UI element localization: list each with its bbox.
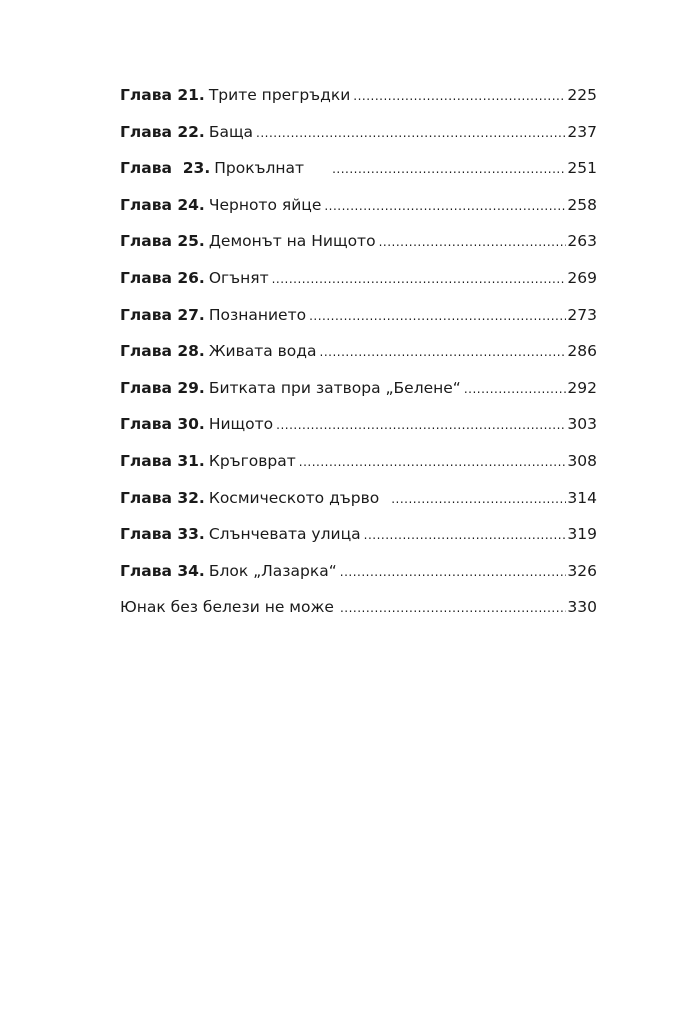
chapter-number: Глава 25. bbox=[120, 232, 205, 251]
dot-leader bbox=[332, 163, 566, 175]
chapter-title: Юнак без белези не може bbox=[120, 598, 334, 617]
toc-entry-32[interactable] bbox=[120, 488, 597, 528]
chapter-title: Битката при затвора „Белене“ bbox=[208, 378, 461, 397]
chapter-number: Глава 23. bbox=[120, 159, 211, 178]
dot-leader bbox=[464, 383, 567, 395]
toc-entry-34[interactable] bbox=[120, 561, 597, 601]
chapter-title: Познанието bbox=[208, 305, 307, 324]
toc-entry-31[interactable] bbox=[120, 451, 597, 491]
chapter-title: Кръговрат bbox=[208, 451, 296, 470]
chapter-number: Глава 22. bbox=[120, 122, 205, 141]
dot-leader bbox=[256, 127, 566, 139]
dot-leader bbox=[299, 456, 567, 468]
chapter-number: Глава 28. bbox=[120, 342, 205, 361]
dot-leader bbox=[364, 529, 567, 541]
toc-entry-22[interactable] bbox=[120, 122, 597, 162]
page-number: 258 bbox=[567, 195, 597, 214]
page-number: 263 bbox=[567, 232, 597, 251]
chapter-number: Глава 32. bbox=[120, 488, 205, 507]
chapter-number: Глава 21. bbox=[120, 86, 205, 104]
chapter-number: Глава 31. bbox=[120, 451, 205, 470]
toc-entry-27[interactable] bbox=[120, 305, 597, 345]
toc-entry-24[interactable] bbox=[120, 195, 597, 235]
chapter-number: Глава 24. bbox=[120, 195, 205, 214]
page-number: 330 bbox=[567, 598, 597, 617]
chapter-number: Глава 33. bbox=[120, 525, 205, 544]
dot-leader bbox=[379, 236, 567, 248]
toc-entry-25[interactable] bbox=[120, 234, 597, 271]
toc-entry-30[interactable] bbox=[120, 417, 597, 454]
chapter-title: Космическото дърво bbox=[208, 488, 380, 507]
chapter-title: Блок „Лазарка“ bbox=[208, 561, 337, 580]
toc-entry-23[interactable] bbox=[120, 161, 597, 198]
page-number: 319 bbox=[567, 525, 597, 544]
chapter-title: Огънят bbox=[208, 268, 269, 287]
chapter-number: Глава 34. bbox=[120, 561, 205, 580]
page-number: 314 bbox=[567, 488, 597, 507]
chapter-title: Живата вода bbox=[208, 342, 317, 361]
toc-entry-33[interactable] bbox=[120, 527, 597, 564]
dot-leader bbox=[353, 90, 566, 102]
chapter-title: Слънчевата улица bbox=[208, 525, 361, 544]
dot-leader bbox=[324, 200, 566, 212]
chapter-number: Глава 27. bbox=[120, 305, 205, 324]
page-number: 303 bbox=[567, 415, 597, 434]
page-number: 225 bbox=[567, 86, 597, 104]
dot-leader bbox=[340, 602, 566, 614]
page-number: 326 bbox=[567, 561, 597, 580]
page-number: 269 bbox=[567, 268, 597, 287]
table-of-contents bbox=[120, 88, 597, 637]
page-number: 286 bbox=[567, 342, 597, 361]
chapter-title: Демонът на Нищото bbox=[208, 232, 376, 251]
toc-entry-26[interactable] bbox=[120, 268, 597, 308]
toc-entry-28[interactable] bbox=[120, 344, 597, 381]
page-number: 251 bbox=[567, 159, 597, 178]
chapter-title: Черното яйце bbox=[208, 195, 322, 214]
toc-entry-29[interactable] bbox=[120, 378, 597, 418]
dot-leader bbox=[276, 419, 566, 431]
chapter-number: Глава 29. bbox=[120, 378, 205, 397]
toc-entry-21[interactable] bbox=[120, 88, 597, 125]
dot-leader bbox=[340, 566, 567, 578]
page-number: 273 bbox=[567, 305, 597, 324]
dot-leader bbox=[320, 346, 567, 358]
chapter-title: Баща bbox=[208, 122, 254, 141]
toc-entry-epilogue[interactable] bbox=[120, 600, 597, 637]
page-number: 292 bbox=[567, 378, 597, 397]
chapter-number: Глава 26. bbox=[120, 268, 205, 287]
chapter-title: Нищото bbox=[208, 415, 274, 434]
page-number: 237 bbox=[567, 122, 597, 141]
dot-leader bbox=[309, 310, 566, 322]
chapter-title: Трите прегръдки bbox=[208, 86, 351, 104]
chapter-number: Глава 30. bbox=[120, 415, 205, 434]
page-number: 308 bbox=[567, 451, 597, 470]
dot-leader bbox=[272, 273, 567, 285]
chapter-title: Прокълнат bbox=[214, 159, 305, 178]
dot-leader bbox=[391, 493, 566, 505]
